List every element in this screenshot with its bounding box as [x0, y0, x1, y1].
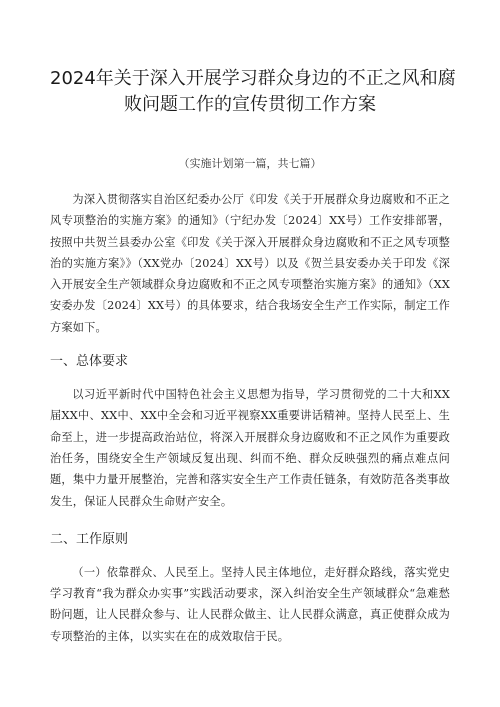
title-line-1: 2024年关于深入开展学习群众身边的不正之风和腐: [50, 68, 456, 89]
section-heading-work-principles: 二、工作原则: [50, 531, 129, 547]
section-paragraph-work-principles: （一）依靠群众、人民至上。坚持人民主体地位，走好群众路线，落实党史学习教育“我为群众办实事”实践活动要求，深入纠治安全生产领域群众“急难愁盼问题，让人民群众参与、让人民群众做主、让人民群众满意，真正使群众成为专项整治的主体，以实实在在的成效取信于民。: [50, 565, 450, 643]
title-line-2: 败问题工作的宣传贯彻工作方案: [124, 94, 376, 115]
section-paragraph-general-requirements: 以习近平新时代中国特色社会主义思想为指导，学习贯彻党的二十大和XX届XX中、XX中、XX中全会和习近平视察XX重要讲话精神。坚持人民至上、生命至上，进一步提高政治站位，将深入开展群众身边腐败和不正之风作为重要政治任务，围绕安全生产领域反复出现、纠而不绝、群众反映强烈的痛点难点问题，集中力量开展整治，完善和落实安全生产工作责任链条，有效防范各类事故发生，保证人民群众生命财产安全。: [50, 388, 450, 508]
intro-paragraph: 为深入贯彻落实自治区纪委办公厅《印发《关于开展群众身边腐败和不正之风专项整治的实施方案》的通知》（宁纪办发〔2024〕XX号）工作安排部署，按照中共贺兰县委办公室《印发《关于深入开展群众身边腐败和不正之风专项整治的实施方案》》（XX党办〔2024〕XX号）以及《贺兰县安委办关于印发《深入开展安全生产领域群众身边腐败和不正之风专项整治实施方案》的通知》（XX安委办发〔2024〕XX号）的具体要求，结合我场安全生产工作实际，制定工作方案如下。: [50, 193, 450, 334]
document-title: [50, 0, 456, 118]
document-subtitle: （实施计划第一篇，共七篇）: [178, 157, 322, 170]
section-heading-general-requirements: 一、总体要求: [50, 354, 129, 370]
